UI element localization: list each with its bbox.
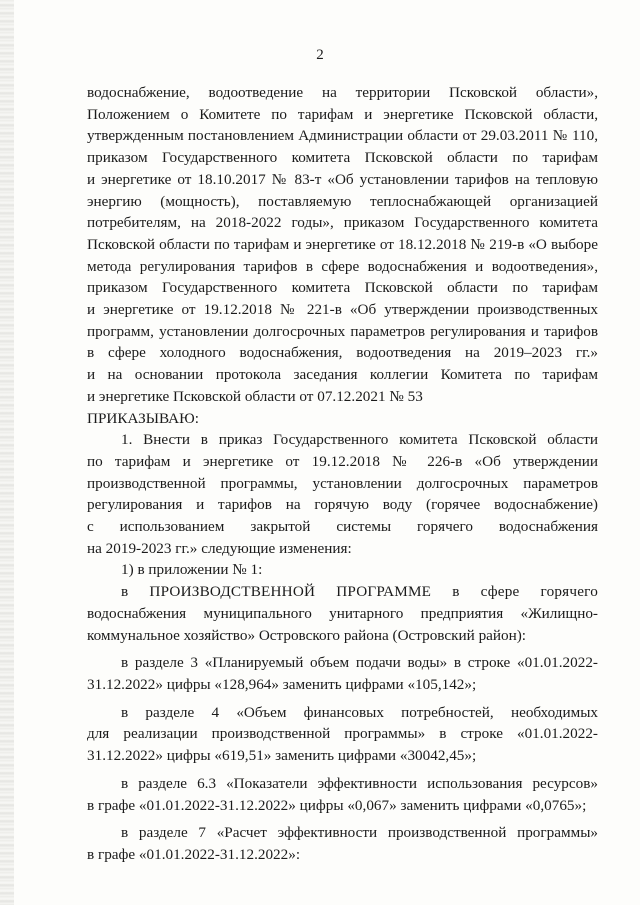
text-line: Псковской области по тарифам и энергетике от 18.12.2018 № 219-в «О выборе	[87, 235, 598, 253]
page-number: 2	[316, 47, 324, 63]
text-line: в сфере холодного водоснабжения, водоотведения на 2019–2023 гг.»	[87, 344, 598, 362]
item-line: на 2019-2023 гг.» следующие изменения:	[87, 539, 352, 557]
scan-edge-noise	[0, 0, 14, 905]
text-line: и на основании протокола заседания коллегии Комитета по тарифам	[87, 366, 598, 384]
text-line: энергию (мощность), поставляемую теплоснабжающей организацией	[87, 192, 598, 210]
text-line: программ, установлении долгосрочных параметров регулирования и тарифов	[87, 322, 598, 340]
program-line: в ПРОИЗВОДСТВЕННОЙ ПРОГРАММЕ в сфере горячего	[121, 583, 598, 601]
program-line: водоснабжения муниципального унитарного предприятия «Жилищно-	[87, 604, 598, 622]
order-heading: ПРИКАЗЫВАЮ:	[87, 409, 199, 427]
section63-line: в графе «01.01.2022-31.12.2022» цифры «0,067» заменить цифрами «0,0765»;	[87, 796, 587, 814]
sub-item: 1) в приложении № 1:	[121, 561, 263, 579]
text-line: приказом Государственного комитета Псковской области по тарифам	[87, 279, 598, 297]
item-line: по тарифам и энергетике от 19.12.2018 № 226-в «Об утверждении	[87, 452, 598, 470]
section3-line: в разделе 3 «Планируемый объем подачи воды» в строке «01.01.2022-	[121, 654, 598, 672]
item-line: с использованием закрытой системы горячего водоснабжения	[87, 518, 598, 536]
program-line: коммунальное хозяйство» Островского района (Островский район):	[87, 626, 527, 644]
item-line: регулирования и тарифов на горячую воду (горячее водоснабжение)	[87, 496, 598, 514]
text-line: потребителям, на 2018-2022 годы», приказом Государственного комитета	[87, 214, 598, 232]
text-line: Положением о Комитете по тарифам и энергетике Псковской области,	[87, 105, 598, 123]
section7-line: в графе «01.01.2022-31.12.2022»:	[87, 845, 301, 863]
text-line: и энергетике от 19.12.2018 № 221-в «Об утверждении производственных	[87, 301, 598, 319]
text-line: и энергетике Псковской области от 07.12.2021 № 53	[87, 387, 423, 405]
item-line: 1. Внести в приказ Государственного комитета Псковской области	[121, 431, 598, 449]
text-line: метода регулирования тарифов в сфере водоснабжения и водоотведения»,	[87, 257, 598, 275]
text-line: и энергетике от 18.10.2017 № 83-т «Об установлении тарифов на тепловую	[87, 170, 598, 188]
text-line: водоснабжение, водоотведение на территории Псковской области»,	[87, 84, 598, 101]
section4-line: в разделе 4 «Объем финансовых потребностей, необходимых	[121, 703, 598, 721]
text-line: приказом Государственного комитета Псковской области по тарифам	[87, 149, 598, 167]
section4-line: для реализации производственной программы» в строке «01.01.2022-	[87, 725, 598, 743]
section4-line: 31.12.2022» цифры «619,51» заменить цифрами «30042,45»;	[87, 747, 477, 765]
section7-line: в разделе 7 «Расчет эффективности производственной программы»	[121, 824, 598, 842]
item-line: производственной программы, установлении долгосрочных параметров	[87, 474, 598, 492]
text-line: утвержденным постановлением Администрации области от 29.03.2011 № 110,	[87, 127, 598, 145]
section3-line: 31.12.2022» цифры «128,964» заменить цифрами «105,142»;	[87, 675, 477, 693]
document-body	[87, 82, 598, 866]
section63-line: в разделе 6.3 «Показатели эффективности использования ресурсов»	[121, 774, 598, 792]
